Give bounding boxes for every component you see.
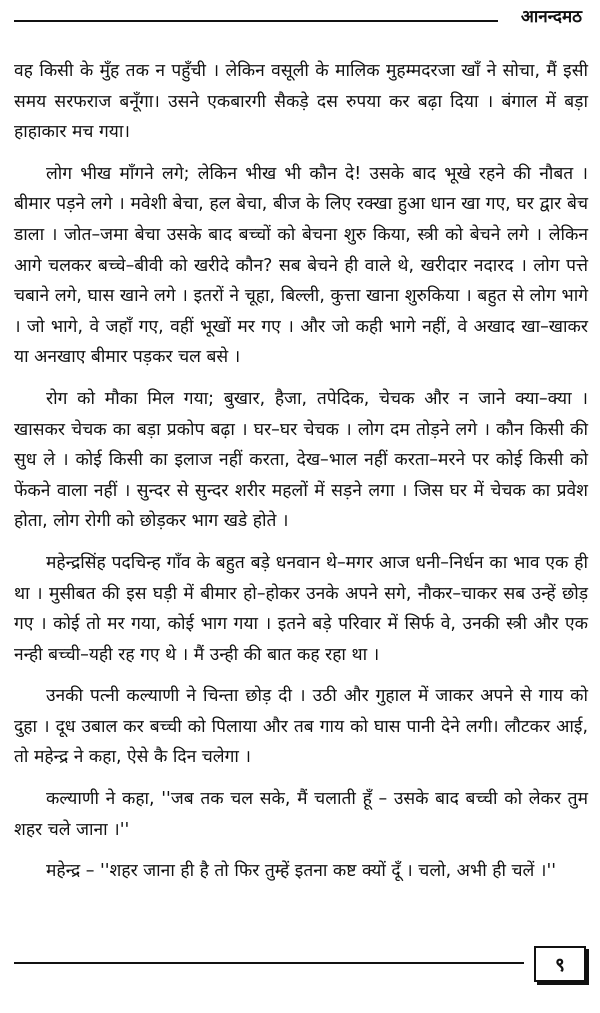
paragraph-7: महेन्द्र – ''शहर जाना ही है तो फिर तुम्हें इतना कष्ट क्यों दूँ । चलो, अभी ही चलें ।'' bbox=[46, 861, 557, 882]
header-rule bbox=[14, 20, 498, 22]
page-number: ९ bbox=[534, 946, 586, 982]
paragraph-1: वह किसी के मुँह तक न पहुँची । लेकिन वसूली के मालिक मुहम्मदरजा खाँ ने सोचा, मैं इसी समय सरफराज बनूँगा। उसने एकबारगी सैकड़े दस रुपया कर बढ़ा दिया । बंगाल में बड़ा हाहाकार मच गया। bbox=[14, 61, 588, 143]
paragraph-6: कल्याणी ने कहा, ''जब तक चल सके, मैं चलाती हूँ – उसके बाद बच्ची को लेकर तुम शहर चले जाना ।'' bbox=[14, 789, 588, 840]
paragraph-4: महेन्द्रसिंह पदचिन्ह गाँव के बहुत बड़े धनवान थे–मगर आज धनी–निर्धन का भाव एक ही था । मुसीबत की इस घड़ी में बीमार हो–होकर उनके अपने सगे, नौकर–चाकर सब उन्हें छोड़ गए । कोई तो मर गया, कोई भाग गया । इतने बड़े परिवार में सिर्फ वे, उनकी स्त्री और एक नन्ही बच्ची–यही रह गए थे । मैं उन्ही की बात कह रहा था । bbox=[14, 552, 588, 665]
footer-rule bbox=[14, 962, 524, 964]
paragraph-2: लोग भीख माँगने लगे; लेकिन भीख भी कौन दे! उसके बाद भूखे रहने की नौबत । बीमार पड़ने लगे । मवेशी बेचा, हल बेचा, बीज के लिए रक्खा हुआ धान खा गए, घर द्वार बेच डाला । जोत–जमा बेचा उसके बाद बच्चों को बेचना शुरु किया, स्त्री को बेचने लगे । लेकिन आगे चलकर बच्चे–बीवी को खरीदे कौन? सब बेचने ही वाले थे, खरीदार नदारद । लोग पत्ते चबाने लगे, घास खाने लगे । इतरों ने चूहा, बिल्ली, कुत्ता खाना शुरुकिया । बहुत से लोग भागे । जो भागे, वे जहाँ गए, वहीं भूखों मर गए । और जो कही भागे नहीं, वे अखाद खा–खाकर या अनखाए बीमार पड़कर चल बसे । bbox=[14, 163, 588, 368]
paragraph-5: उनकी पत्नी कल्याणी ने चिन्ता छोड़ दी । उठी और गुहाल में जाकर अपने से गाय को दुहा । दूध उबाल कर बच्ची को पिलाया और तब गाय को घास पानी देने लगी। लौटकर आई, तो महेन्द्र ने कहा, ऐसे कै दिन चलेगा । bbox=[14, 686, 588, 768]
paragraph-3: रोग को मौका मिल गया; बुखार, हैजा, तपेदिक, चेचक और न जाने क्या–क्या । खासकर चेचक का बड़ा प्रकोप बढ़ा । घर–घर चेचक । लोग दम तोड़ने लगे । कौन किसी की सुध ले । कोई किसी का इलाज नहीं करता, देख–भाल नहीं करता–मरने पर कोई किसी को फेंकने वाला नहीं । सुन्दर से सुन्दर शरीर महलों में सड़ने लगा । जिस घर में चेचक का प्रवेश होता, लोग रोगी को छोड़कर भाग खडे होते । bbox=[14, 388, 588, 532]
book-title: आनन्दमठ bbox=[520, 7, 582, 27]
running-header bbox=[14, 6, 586, 30]
page-body bbox=[14, 56, 588, 898]
